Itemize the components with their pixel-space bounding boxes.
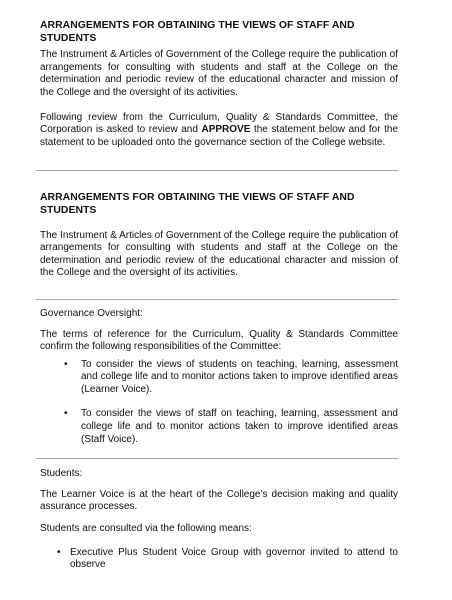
students-title: Students: bbox=[40, 468, 83, 480]
bullet-icon: • bbox=[57, 546, 61, 558]
students-paragraph: The Learner Voice is at the heart of the College’s decision making and quality assurance processes. bbox=[40, 488, 398, 513]
divider bbox=[36, 299, 398, 300]
paragraph: The Instrument & Articles of Government of the College require the publication of arrangements for consulting with students and staff at the College on the determination and periodic review of the educational character and mission of the College and the oversight of its activities. bbox=[40, 229, 398, 279]
students-list bbox=[40, 547, 398, 572]
list-item-text: To consider the views of staff on teaching, learning, assessment and college life and to monitor actions taken to improve identified areas (Staff Voice). bbox=[81, 408, 398, 445]
paragraph-approve bbox=[40, 112, 398, 150]
governance-intro: The terms of reference for the Curriculum, Quality & Standards Committee confirm the following responsibilities of the Committee: bbox=[40, 328, 398, 353]
governance-list bbox=[40, 359, 398, 447]
paragraph: The Instrument & Articles of Government of the College require the publication of arrangements for consulting with students and staff at the College on the determination and periodic review of the educational character and mission of the College and the oversight of its activities. bbox=[40, 49, 398, 98]
divider bbox=[36, 170, 398, 171]
students-paragraph: Students are consulted via the following means: bbox=[40, 523, 252, 535]
list-item-text: Executive Plus Student Voice Group with governor invited to attend to observe bbox=[70, 546, 398, 571]
section-heading: ARRANGEMENTS FOR OBTAINING THE VIEWS OF STAFF AND STUDENTS bbox=[40, 20, 355, 44]
bullet-icon: • bbox=[64, 408, 68, 420]
approve-text-after: the statement below and for the statement to be uploaded onto the governance section of the College website. bbox=[40, 124, 398, 148]
list-item-text: To consider the views of students on teaching, learning, assessment and college life and to monitor actions taken to improve identified areas (Learner Voice). bbox=[81, 358, 398, 395]
governance-title: Governance Oversight: bbox=[40, 307, 143, 319]
list-item bbox=[64, 358, 398, 397]
list-item bbox=[57, 546, 398, 572]
bullet-icon: • bbox=[64, 358, 68, 370]
approve-text-before: Following review from the Curriculum, Quality & Standards Committee, the Corporation is asked to review and bbox=[40, 111, 398, 136]
section-heading: ARRANGEMENTS FOR OBTAINING THE VIEWS OF STAFF AND STUDENTS bbox=[40, 192, 355, 216]
divider bbox=[36, 458, 398, 459]
approve-keyword: APPROVE bbox=[201, 124, 251, 136]
list-item bbox=[64, 408, 398, 446]
